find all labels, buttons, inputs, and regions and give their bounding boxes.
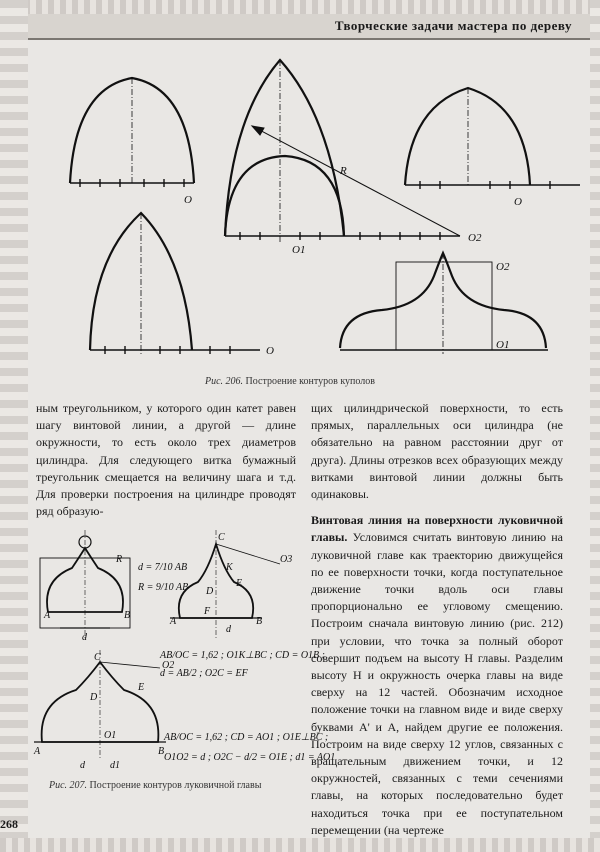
label-o-c: O	[266, 345, 274, 357]
formula-2: R = 9/10 AB	[138, 582, 189, 593]
formula-3: AB/OC = 1,62 ; O1K⊥BC ; CD = O1B ;	[160, 650, 325, 661]
formula-6: O1O2 = d ; O2C − d/2 = O1E ; d1 = AO1	[164, 752, 336, 763]
right-paragraph-1: щих цилиндрической поверхности, то есть прямых, параллельных оси цилиндра (не обязательно на равном расстоянии друг от друга). Длины отрезков всех образующих между витками винтовой линии должны быть одинаковы.	[311, 401, 563, 502]
label-o-b: O	[514, 196, 522, 208]
left-column-text	[36, 400, 296, 520]
label-o2: O2	[468, 232, 482, 244]
label-o1: O1	[292, 244, 306, 256]
formula-4: d = AB/2 ; O2C = EF	[160, 668, 248, 679]
right-column-text	[311, 400, 563, 839]
label-e3: E	[138, 682, 145, 693]
label-k2: K	[226, 562, 233, 573]
formula-1: d = 7/10 AB	[138, 562, 188, 573]
label-d1-3: d1	[110, 760, 120, 771]
decorative-border-left	[0, 0, 28, 852]
figure-206-domes	[60, 48, 600, 374]
header-title: Творческие задачи мастера по дереву	[334, 18, 572, 33]
formula-5: AB/OC = 1,62 ; CD = AO1 ; O1E⊥BC ;	[164, 732, 329, 743]
label-o2-3: O2	[162, 660, 175, 671]
section-heading: Винтовая линия на поверхности луковичной главы.	[311, 513, 563, 545]
decorative-border-bottom	[0, 838, 600, 852]
label-r: R	[340, 165, 347, 177]
label-b3: B	[158, 746, 165, 757]
figure-206-caption: Рис. 206. Построение контуров куполов	[205, 376, 375, 387]
dome-inner-arc	[225, 156, 344, 236]
right-paragraph-2-body: Условимся считать винтовую линию на луковичной главе как траекторию движущейся по ее поверхности точки, когда поступательное движение точки вдоль оси главы пропорционально ее угловому смещению. Построим сначала винтовую линию (рис. 212) при условии, что точка за полный оборот совершит подъем на высоту H главы. Разделим высоту H и окружность очерка главы на виде сверху на 12 частей. Обозначим исходное положение точки на главном виде и виде сверху буквами A' и A, найдем другие ее положения. Построим на виде сверху 12 углов, связанных с вращательным движением точки, и 12 окружностей, связанных с теми сечениями главы, на которых последовательно будет находиться точка при ее поступательном перемещении (на чертеже	[311, 530, 563, 837]
label-d3: D	[90, 692, 98, 703]
label-d-3: d	[80, 760, 85, 771]
label-b1: B	[124, 610, 131, 621]
label-o-a: O	[184, 194, 192, 206]
figure-207-caption: Рис. 207. Построение контуров луковичной главы	[49, 780, 262, 791]
label-o2-right: O2	[496, 261, 510, 273]
label-o1-3: O1	[104, 730, 117, 741]
label-a1: A	[44, 610, 51, 621]
label-r1: R	[116, 554, 123, 565]
label-d1: d	[82, 632, 87, 643]
label-o1-right: O1	[496, 339, 510, 351]
decorative-border-top	[0, 0, 600, 14]
label-e2: E	[236, 578, 243, 589]
label-c2: C	[218, 532, 225, 543]
label-f2: F	[204, 606, 211, 617]
label-d-2: d	[226, 624, 231, 635]
label-a3: A	[34, 746, 41, 757]
label-a2: A	[170, 616, 177, 627]
page-number: 268	[0, 817, 18, 831]
label-d2: D	[206, 586, 214, 597]
left-paragraph: ным треугольником, у которого один катет равен шагу винтовой линии, а другой — длине окружности, то есть около трех диаметров цилиндра. Для следующего витка бумажный треугольник смещается на величину шага и т.д. Для проверки построения на цилиндре проводят ряд образую-	[36, 401, 296, 519]
running-header	[28, 14, 590, 40]
label-c3: C	[94, 652, 101, 663]
label-o3: O3	[280, 554, 293, 565]
label-b2: B	[256, 616, 263, 627]
dome-outline-3	[405, 88, 530, 185]
dome-outline-2	[225, 60, 344, 236]
figure-207-onion-dome	[30, 520, 336, 778]
right-paragraph-2	[311, 512, 563, 839]
